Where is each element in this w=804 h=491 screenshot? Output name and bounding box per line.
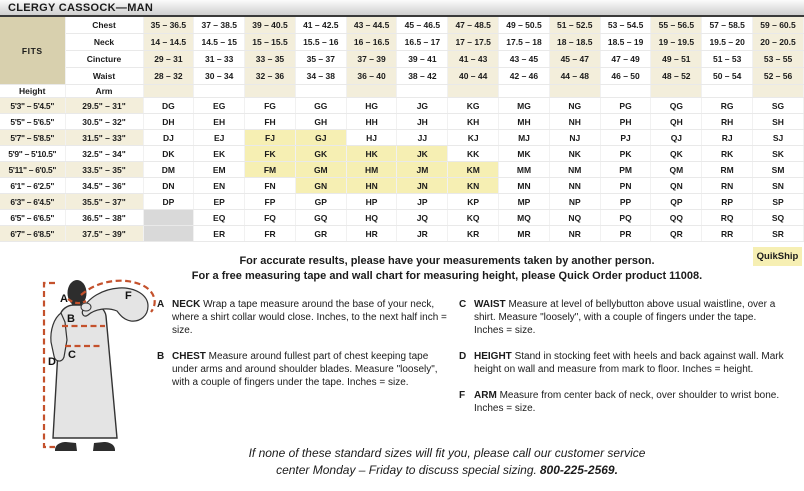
range-cell: 17 – 17.5: [448, 34, 499, 51]
size-cell: KR: [448, 226, 499, 242]
size-cell: FQ: [245, 210, 296, 226]
size-cell: DJ: [143, 130, 194, 146]
size-cell: QJ: [651, 130, 702, 146]
fits-row: [0, 34, 804, 51]
customer-service-phone: 800-225-2569.: [539, 463, 618, 477]
size-cell: GR: [295, 226, 346, 242]
size-cell: HH: [346, 114, 397, 130]
size-cell-quikship: GM: [295, 162, 346, 178]
range-cell: 31 – 33: [194, 51, 245, 68]
footer-line-1: If none of these standard sizes will fit you, please call our customer service: [248, 446, 646, 460]
figure-hand: [81, 303, 91, 311]
instruction-letter: A: [157, 299, 165, 310]
size-cell: HR: [346, 226, 397, 242]
size-cell: QN: [651, 178, 702, 194]
special-sizing-note: [155, 445, 739, 479]
size-cell-quikship: FK: [245, 146, 296, 162]
size-row: [0, 194, 804, 210]
size-cell: SP: [753, 194, 804, 210]
size-cell-quikship: FJ: [245, 130, 296, 146]
instruction-letter: F: [459, 390, 466, 401]
size-cell: MM: [499, 162, 550, 178]
spacer-cell: [549, 85, 600, 98]
size-cell: SK: [753, 146, 804, 162]
instruction-waist: [459, 298, 785, 337]
size-cell: EM: [194, 162, 245, 178]
quikship-badge: QuikShip: [753, 247, 802, 266]
size-table-body: [0, 17, 804, 242]
size-cell: MQ: [499, 210, 550, 226]
size-cell: RR: [702, 226, 753, 242]
size-cell: QM: [651, 162, 702, 178]
spacer-cell: [143, 85, 194, 98]
size-cell: KQ: [448, 210, 499, 226]
size-cell: QG: [651, 98, 702, 114]
instruction-chest: [157, 350, 455, 389]
fits-row: [0, 17, 804, 34]
figure-right-shoe: [93, 442, 115, 451]
size-cell: HQ: [346, 210, 397, 226]
size-row: [0, 178, 804, 194]
size-cell: FH: [245, 114, 296, 130]
spacer-cell: [346, 85, 397, 98]
height-range-cell: 5'7" – 5'8.5": [0, 130, 65, 146]
arm-range-cell: 36.5" – 38": [65, 210, 143, 226]
spacer-cell: [753, 85, 804, 98]
size-cell: EH: [194, 114, 245, 130]
size-cell: SH: [753, 114, 804, 130]
size-cell: MG: [499, 98, 550, 114]
range-cell: 35 – 37: [295, 51, 346, 68]
size-cell-quikship: FM: [245, 162, 296, 178]
range-cell: 43 – 45: [499, 51, 550, 68]
range-cell: 55 – 56.5: [651, 17, 702, 34]
figure-label-f: F: [125, 290, 132, 302]
size-cell: GP: [295, 194, 346, 210]
range-cell: 14.5 – 15: [194, 34, 245, 51]
range-cell: 47 – 48.5: [448, 17, 499, 34]
instruction-text: NECK Wrap a tape measure around the base of your neck, where a shirt collar would close. Inches, to the next half inch = size.: [172, 299, 447, 336]
measure-label: Neck: [65, 34, 143, 51]
instructions-left-column: [157, 298, 455, 402]
size-cell: MR: [499, 226, 550, 242]
size-cell: KJ: [448, 130, 499, 146]
size-row: [0, 114, 804, 130]
height-range-cell: 5'3" – 5'4.5": [0, 98, 65, 114]
no-size-cell: [143, 210, 194, 226]
size-cell-quikship: HN: [346, 178, 397, 194]
range-cell: 45 – 47: [549, 51, 600, 68]
range-cell: 18 – 18.5: [549, 34, 600, 51]
size-cell: MH: [499, 114, 550, 130]
size-cell: GG: [295, 98, 346, 114]
size-cell: MP: [499, 194, 550, 210]
size-cell: JR: [397, 226, 448, 242]
size-cell: EG: [194, 98, 245, 114]
range-cell: 33 – 35: [245, 51, 296, 68]
measure-label: Cincture: [65, 51, 143, 68]
size-cell-quikship: JM: [397, 162, 448, 178]
size-cell: RH: [702, 114, 753, 130]
spacer-cell: [295, 85, 346, 98]
figure-label-b: B: [67, 313, 75, 325]
size-cell: PR: [600, 226, 651, 242]
range-cell: 16 – 16.5: [346, 34, 397, 51]
size-cell: PK: [600, 146, 651, 162]
height-arm-header-row: [0, 85, 804, 98]
height-range-cell: 6'5" – 6'6.5": [0, 210, 65, 226]
size-cell: EN: [194, 178, 245, 194]
range-cell: 43 – 44.5: [346, 17, 397, 34]
size-cell-quikship: JK: [397, 146, 448, 162]
arm-range-cell: 30.5" – 32": [65, 114, 143, 130]
size-cell: RQ: [702, 210, 753, 226]
footer-line-2: [155, 462, 739, 479]
size-row: [0, 162, 804, 178]
size-cell: FG: [245, 98, 296, 114]
height-range-cell: 6'7" – 6'8.5": [0, 226, 65, 242]
measure-label: Waist: [65, 68, 143, 85]
range-cell: 28 – 32: [143, 68, 194, 85]
instruction-text: WAIST Measure at level of bellybutton above usual waistline, over a shirt. Measure "loosely", with a couple of fingers under the tape. Inches = size.: [474, 299, 776, 336]
size-cell: RN: [702, 178, 753, 194]
size-cell: SM: [753, 162, 804, 178]
size-cell-quikship: JN: [397, 178, 448, 194]
size-cell: KG: [448, 98, 499, 114]
spacer-cell: [397, 85, 448, 98]
size-row: [0, 130, 804, 146]
size-cell: JQ: [397, 210, 448, 226]
size-cell: ER: [194, 226, 245, 242]
range-cell: 42 – 46: [499, 68, 550, 85]
range-cell: 32 – 36: [245, 68, 296, 85]
range-cell: 47 – 49: [600, 51, 651, 68]
size-cell: QR: [651, 226, 702, 242]
spacer-cell: [448, 85, 499, 98]
size-cell: QK: [651, 146, 702, 162]
measurement-notes: [155, 254, 739, 284]
cassock-figure: [24, 276, 162, 462]
range-cell: 57 – 58.5: [702, 17, 753, 34]
size-cell: NM: [549, 162, 600, 178]
figure-label-c: C: [68, 349, 76, 361]
arm-range-cell: 34.5" – 36": [65, 178, 143, 194]
height-range-cell: 6'3" – 6'4.5": [0, 194, 65, 210]
instruction-letter: C: [459, 299, 467, 310]
spacer-cell: [600, 85, 651, 98]
range-cell: 37 – 39: [346, 51, 397, 68]
instruction-term: ARM: [474, 390, 500, 401]
size-cell: RG: [702, 98, 753, 114]
size-cell: EK: [194, 146, 245, 162]
size-cell: HG: [346, 98, 397, 114]
size-cell: FP: [245, 194, 296, 210]
size-cell: MN: [499, 178, 550, 194]
instruction-term: WAIST: [474, 299, 509, 310]
size-cell: KH: [448, 114, 499, 130]
instruction-term: CHEST: [172, 351, 209, 362]
size-cell: PM: [600, 162, 651, 178]
size-row: [0, 226, 804, 242]
figure-left-arm: [51, 313, 67, 361]
size-cell: NJ: [549, 130, 600, 146]
size-cell: EQ: [194, 210, 245, 226]
instructions-right-column: [459, 298, 785, 428]
range-cell: 30 – 34: [194, 68, 245, 85]
size-cell: KK: [448, 146, 499, 162]
arm-range-cell: 29.5" – 31": [65, 98, 143, 114]
size-row: [0, 98, 804, 114]
size-cell: FN: [245, 178, 296, 194]
size-cell: HJ: [346, 130, 397, 146]
figure-left-shoe: [55, 442, 77, 451]
chart-title-bar: [0, 0, 804, 17]
size-cell: SQ: [753, 210, 804, 226]
size-cell: NN: [549, 178, 600, 194]
range-cell: 52 – 56: [753, 68, 804, 85]
range-cell: 17.5 – 18: [499, 34, 550, 51]
size-cell: QP: [651, 194, 702, 210]
range-cell: 35 – 36.5: [143, 17, 194, 34]
size-cell-quikship: HK: [346, 146, 397, 162]
height-range-cell: 6'1" – 6'2.5": [0, 178, 65, 194]
arm-range-cell: 35.5" – 37": [65, 194, 143, 210]
size-cell: DH: [143, 114, 194, 130]
instruction-term: HEIGHT: [474, 351, 515, 362]
size-table: [0, 17, 804, 242]
height-range-cell: 5'9" – 5'10.5": [0, 146, 65, 162]
size-cell: HP: [346, 194, 397, 210]
instruction-letter: B: [157, 351, 165, 362]
range-cell: 44 – 48: [549, 68, 600, 85]
fits-row: [0, 51, 804, 68]
size-cell: RP: [702, 194, 753, 210]
range-cell: 50 – 54: [702, 68, 753, 85]
range-cell: 51 – 52.5: [549, 17, 600, 34]
range-cell: 37 – 38.5: [194, 17, 245, 34]
instruction-height: [459, 350, 785, 376]
range-cell: 53 – 54.5: [600, 17, 651, 34]
size-cell: SG: [753, 98, 804, 114]
range-cell: 20 – 20.5: [753, 34, 804, 51]
size-cell: MK: [499, 146, 550, 162]
size-cell: NR: [549, 226, 600, 242]
size-cell: DP: [143, 194, 194, 210]
instruction-text: HEIGHT Stand in stocking feet with heels and back against wall. Mark height on wall and measure from mark to floor. Inches = height.: [474, 351, 784, 375]
size-cell: MJ: [499, 130, 550, 146]
range-cell: 53 – 55: [753, 51, 804, 68]
spacer-cell: [651, 85, 702, 98]
size-cell: NK: [549, 146, 600, 162]
arm-range-cell: 37.5" – 39": [65, 226, 143, 242]
range-cell: 18.5 – 19: [600, 34, 651, 51]
size-cell: QH: [651, 114, 702, 130]
range-cell: 41 – 43: [448, 51, 499, 68]
measure-label: Chest: [65, 17, 143, 34]
range-cell: 38 – 42: [397, 68, 448, 85]
range-cell: 29 – 31: [143, 51, 194, 68]
size-cell: PP: [600, 194, 651, 210]
spacer-cell: [245, 85, 296, 98]
range-cell: 36 – 40: [346, 68, 397, 85]
size-cell: JP: [397, 194, 448, 210]
instruction-arm: [459, 389, 785, 415]
height-range-cell: 5'11" – 6'0.5": [0, 162, 65, 178]
size-cell: SJ: [753, 130, 804, 146]
instruction-text: CHEST Measure around fullest part of chest keeping tape under arms and around shoulder blades. Measure "loosely", with a couple of fingers under the tape. Inches = size.: [172, 351, 438, 388]
size-cell: JG: [397, 98, 448, 114]
arm-range-cell: 33.5" – 35": [65, 162, 143, 178]
range-cell: 40 – 44: [448, 68, 499, 85]
range-cell: 48 – 52: [651, 68, 702, 85]
footer-line-2-text: center Monday – Friday to discuss special sizing.: [276, 463, 537, 477]
size-cell: QQ: [651, 210, 702, 226]
spacer-cell: [499, 85, 550, 98]
instruction-letter: D: [459, 351, 467, 362]
size-cell: FR: [245, 226, 296, 242]
size-cell-quikship: KM: [448, 162, 499, 178]
range-cell: 59 – 60.5: [753, 17, 804, 34]
spacer-cell: [194, 85, 245, 98]
range-cell: 15 – 15.5: [245, 34, 296, 51]
size-cell: EJ: [194, 130, 245, 146]
range-cell: 45 – 46.5: [397, 17, 448, 34]
size-cell: JJ: [397, 130, 448, 146]
size-cell: GQ: [295, 210, 346, 226]
figure-label-d: D: [48, 356, 56, 368]
range-cell: 19 – 19.5: [651, 34, 702, 51]
size-cell: DN: [143, 178, 194, 194]
range-cell: 51 – 53: [702, 51, 753, 68]
size-cell: JH: [397, 114, 448, 130]
note-line-2: For a free measuring tape and wall chart for measuring height, please Quick Order product 11008.: [191, 270, 703, 282]
size-cell: GH: [295, 114, 346, 130]
range-cell: 34 – 38: [295, 68, 346, 85]
size-cell: NG: [549, 98, 600, 114]
height-range-cell: 5'5" – 5'6.5": [0, 114, 65, 130]
size-cell: PN: [600, 178, 651, 194]
size-cell: RM: [702, 162, 753, 178]
range-cell: 49 – 51: [651, 51, 702, 68]
instruction-neck: [157, 298, 455, 337]
size-cell: KP: [448, 194, 499, 210]
range-cell: 49 – 50.5: [499, 17, 550, 34]
instruction-term: NECK: [172, 299, 204, 310]
note-line-1: For accurate results, please have your measurements taken by another person.: [239, 255, 655, 267]
size-cell: EP: [194, 194, 245, 210]
size-cell: RJ: [702, 130, 753, 146]
size-cell: DG: [143, 98, 194, 114]
height-header: Height: [0, 85, 65, 98]
range-cell: 41 – 42.5: [295, 17, 346, 34]
size-cell-quikship: GK: [295, 146, 346, 162]
size-cell: PG: [600, 98, 651, 114]
range-cell: 15.5 – 16: [295, 34, 346, 51]
size-cell: PH: [600, 114, 651, 130]
size-cell-quikship: KN: [448, 178, 499, 194]
page-title: CLERGY CASSOCK—MAN: [8, 1, 154, 14]
size-cell: PQ: [600, 210, 651, 226]
range-cell: 39 – 41: [397, 51, 448, 68]
arm-range-cell: 32.5" – 34": [65, 146, 143, 162]
spacer-cell: [702, 85, 753, 98]
size-cell: DK: [143, 146, 194, 162]
size-cell: SN: [753, 178, 804, 194]
fits-row: [0, 68, 804, 85]
range-cell: 16.5 – 17: [397, 34, 448, 51]
size-cell: NH: [549, 114, 600, 130]
arm-range-cell: 31.5" – 33": [65, 130, 143, 146]
size-cell: DM: [143, 162, 194, 178]
size-row: [0, 210, 804, 226]
arm-header: Arm: [65, 85, 143, 98]
instruction-text: ARM Measure from center back of neck, over shoulder to wrist bone. Inches = size.: [474, 390, 780, 414]
size-cell: NP: [549, 194, 600, 210]
size-cell: PJ: [600, 130, 651, 146]
size-cell-quikship: GJ: [295, 130, 346, 146]
range-cell: 39 – 40.5: [245, 17, 296, 34]
size-cell-quikship: HM: [346, 162, 397, 178]
range-cell: 19.5 – 20: [702, 34, 753, 51]
size-row: [0, 146, 804, 162]
figure-label-a: A: [60, 293, 68, 305]
size-cell: SR: [753, 226, 804, 242]
size-cell: RK: [702, 146, 753, 162]
no-size-cell: [143, 226, 194, 242]
range-cell: 46 – 50: [600, 68, 651, 85]
size-cell: NQ: [549, 210, 600, 226]
range-cell: 14 – 14.5: [143, 34, 194, 51]
size-cell-quikship: GN: [295, 178, 346, 194]
fits-cell: FITS: [0, 17, 65, 85]
